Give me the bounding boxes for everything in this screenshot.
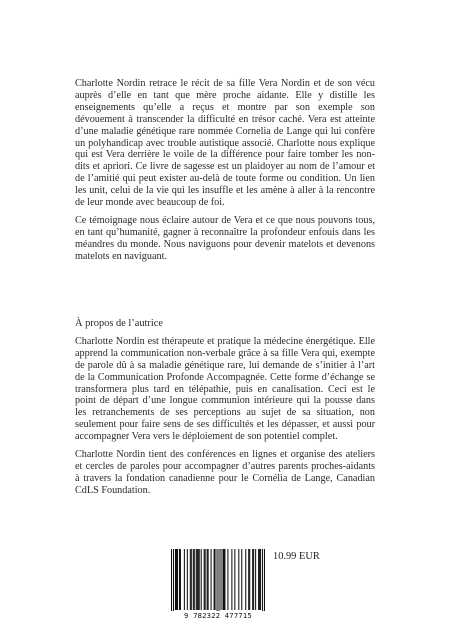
- barcode-bar: [171, 549, 172, 615]
- barcode-bar: [253, 549, 254, 610]
- barcode-bar: [176, 549, 177, 610]
- barcode-bar: [205, 549, 206, 610]
- barcode-bar: [187, 549, 188, 610]
- barcode-bar: [193, 549, 194, 610]
- barcode-bar: [264, 549, 265, 615]
- back-cover-summary: [75, 78, 375, 269]
- barcode-bar: [238, 549, 239, 610]
- about-paragraph-2: Charlotte Nordin tient des conférences en lignes et organise des ateliers et cercles de paroles pour accompagner d’autres parents proches-aidants à travers la fondation canadienne pour le Cornélia de Lange, Canadian CdLS Foundation.: [75, 449, 375, 496]
- barcode-bar: [197, 549, 198, 610]
- barcode-bar: [173, 549, 174, 615]
- barcode-bar: [180, 549, 181, 610]
- barcode-bar: [217, 549, 218, 615]
- about-paragraph-1: Charlotte Nordin est thérapeute et pratique la médecine énergétique. Elle apprend la communication non-verbale grâce à sa fille Vera qui, exempte de parole dû à sa maladie génétique rare, lui demande de s’initier à l’art de la Communication Profonde Accompagnée. Cette forme d’échange se transformera plus tard en télépathie, puis en canalisation. Ceci est le point de départ d’une longue communion intérieure qui la pousse dans les retranchements de ses perceptions au sujet de sa situation, non seulement pour faire sens de ses difficultés et les dépasser, et aussi pour accompagner Vera vers le déploiement de son potentiel complet.: [75, 335, 375, 443]
- barcode-bar: [218, 549, 219, 615]
- barcode-bar: [259, 549, 260, 610]
- barcode-bar: [252, 549, 253, 610]
- barcode-bar: [222, 549, 223, 610]
- barcode-bar: [227, 549, 228, 610]
- isbn-barcode: [171, 549, 265, 619]
- barcode-bar: [260, 549, 261, 610]
- barcode-bar: [198, 549, 199, 610]
- barcode-bar: [179, 549, 180, 610]
- about-author-section: [75, 318, 375, 503]
- about-author-heading: À propos de l’autrice: [75, 318, 164, 329]
- isbn-number: 9 782322 477715: [171, 611, 265, 620]
- barcode-bar: [175, 549, 176, 610]
- barcode-bar: [204, 549, 205, 610]
- barcode-bar: [234, 549, 235, 610]
- summary-paragraph-2: Ce témoignage nous éclaire autour de Vera et ce que nous pouvons tous, en tant qu’humanité, gagner à reconnaître la profondeur enfouis dans les méandres du monde. Nous naviguons pour devenir matelots et devenons matelots en naviguant.: [75, 214, 375, 262]
- summary-paragraph-1: Charlotte Nordin retrace le récit de sa fille Vera Nordin et de son vécu auprès d’elle en tant que mère proche aidante. Elle y distille les enseignements qu’elle a reçus et montre par son exemple son dévouement à transcender la difficulté en trésor caché. Vera est atteinte d’une maladie génétique rare nommée Cornelia de Lange qui lui confère un polyhandicap avec trouble autistique associé. Charlotte nous explique qui est Vera derrière le voile de la différence pour faire tomber les non-dits et apriori. Ce livre de sagesse est un plaidoyer au nom de l’amour et de l’amitié qui peut exister au-delà de toute forme ou condition. Un lien les unit, celui de la vie qui les insuffle et les amène à aller à la rencontre de leur monde avec beaucoup de foi.: [75, 78, 375, 209]
- barcode-bar: [231, 549, 232, 610]
- barcode-bar: [184, 549, 185, 610]
- barcode-bar: [248, 549, 249, 610]
- barcode-bar: [190, 549, 191, 610]
- barcode-bar: [201, 549, 202, 610]
- barcode-bar: [214, 549, 215, 610]
- barcode-bars: [171, 549, 265, 615]
- barcode-bar: [262, 549, 263, 615]
- barcode-bar: [241, 549, 242, 610]
- barcode-bar: [207, 549, 208, 610]
- barcode-bar: [177, 549, 178, 610]
- barcode-bar: [191, 549, 192, 610]
- barcode-bar: [223, 549, 224, 610]
- barcode-bar: [255, 549, 256, 610]
- barcode-bar: [194, 549, 195, 610]
- barcode-bar: [208, 549, 209, 610]
- barcode-bar: [199, 549, 200, 610]
- barcode-bar: [196, 549, 197, 610]
- barcode-bar: [220, 549, 221, 610]
- barcode-bar: [258, 549, 259, 610]
- barcode-bar: [215, 549, 216, 610]
- price-label: 10.99 EUR: [273, 551, 320, 562]
- barcode-bar: [245, 549, 246, 610]
- barcode-bar: [224, 549, 225, 610]
- barcode-bar: [211, 549, 212, 610]
- barcode-bar: [249, 549, 250, 610]
